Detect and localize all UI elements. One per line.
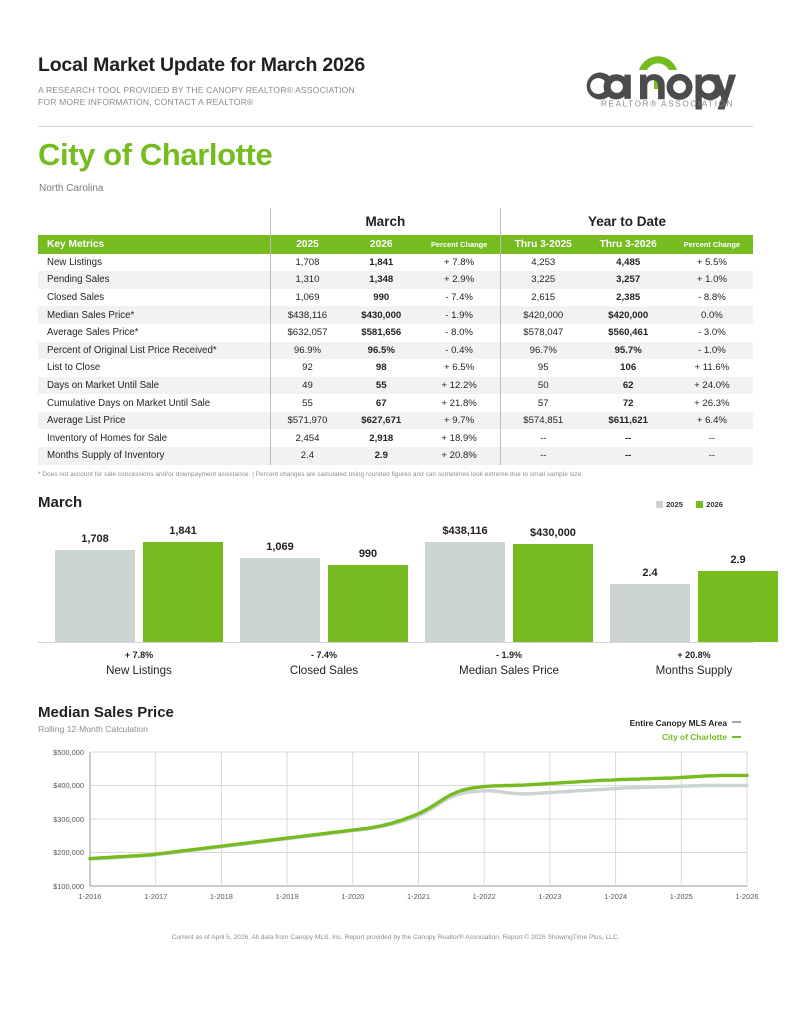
bar-percent-change: + 20.8% [677, 649, 711, 660]
metric-y25: 3,225 [531, 274, 556, 286]
metric-y25: 57 [537, 397, 549, 409]
bar-fill [328, 565, 408, 642]
metric-y25: 50 [537, 380, 549, 391]
table-row [38, 412, 753, 430]
table-column-header-row [38, 235, 753, 254]
metric-ypc: - 1.0% [698, 344, 726, 356]
metric-m26: 96.5% [367, 344, 395, 356]
metric-name: Inventory of Homes for Sale [47, 432, 168, 444]
metric-mpc: + 12.2% [418, 377, 500, 395]
metric-name: Closed Sales [47, 292, 105, 304]
bar-percent-change: + 7.8% [124, 649, 154, 660]
metric-y26: 95.7% [614, 344, 642, 356]
table-row [38, 394, 753, 412]
metric-y26: 62 [622, 380, 634, 391]
metric-m26: 2,918 [369, 432, 394, 444]
bar-group [55, 524, 223, 642]
metric-ypc: + 6.4% [696, 415, 727, 427]
bar-2026 [328, 547, 408, 642]
bar-value-label: 990 [358, 547, 378, 560]
metric-name: Months Supply of Inventory [47, 450, 165, 462]
bar-2026 [698, 553, 778, 642]
metric-y26: 106 [620, 362, 637, 374]
metric-y25: 96.7% [529, 344, 557, 356]
header-divider [38, 126, 753, 127]
x-axis-tick-label: 1-2026 [735, 891, 759, 901]
bar-percent-change: - 7.4% [310, 649, 337, 660]
table-row [38, 429, 753, 447]
metric-m25: $632,057 [270, 324, 344, 342]
legend-item-2026 [696, 500, 723, 509]
group-header-ytd: Year to Date [500, 208, 753, 235]
col-header-thru-2026: Thru 3-2026 [586, 235, 671, 254]
x-axis-tick-label: 1-2019 [275, 891, 299, 901]
header-subtitle-line1: A RESEARCH TOOL PROVIDED BY THE CANOPY REALTOR® ASSOCIATION [38, 85, 355, 95]
x-axis-tick-label: 1-2022 [472, 891, 496, 901]
bar-fill [240, 558, 320, 642]
canopy-logo [581, 48, 753, 110]
report-footer: Current as of April 5, 2026. All data from Canopy MLS, Inc. Report provided by the Canopy Realtor® Association. Report © 2026 ShowingTime Plus, LLC. [171, 933, 620, 941]
col-header-percent-change-ytd: Percent Change [671, 235, 753, 254]
bar-2025 [425, 524, 505, 642]
x-axis-tick-label: 1-2021 [406, 891, 430, 901]
metric-m25: $571,970 [270, 412, 344, 430]
metric-name: Median Sales Price* [47, 309, 135, 321]
key-metrics-table [38, 208, 753, 465]
x-axis-tick-label: 1-2023 [538, 891, 562, 901]
metric-y25: $578,047 [523, 327, 564, 339]
metric-ypc: -- [708, 432, 716, 444]
bar-2025 [610, 566, 690, 642]
bar-category-label [610, 650, 778, 677]
bar-chart-legend [656, 500, 723, 509]
metric-m26: 98 [375, 362, 387, 374]
legend-label-2026: 2026 [706, 499, 723, 509]
metric-m25: 1,069 [270, 289, 344, 307]
bar-fill [513, 544, 593, 642]
metric-m25: 1,708 [270, 254, 344, 272]
bar-value-label: $430,000 [530, 526, 576, 539]
bar-category-label [55, 650, 223, 677]
area-name: City of Charlotte [38, 137, 273, 172]
line-chart-svg [38, 744, 753, 914]
bar-group [425, 524, 593, 642]
table-group-header-row [38, 208, 753, 235]
metric-name: Percent of Original List Price Received* [47, 344, 217, 356]
col-header-percent-change-march: Percent Change [418, 235, 500, 254]
table-row [38, 289, 753, 307]
metric-mpc: + 20.8% [418, 447, 500, 465]
area-state: North Carolina [39, 182, 104, 194]
metric-m25: 55 [270, 394, 344, 412]
metric-ypc: + 5.5% [696, 256, 727, 268]
metric-ypc: + 26.3% [694, 397, 730, 409]
bar-fill [698, 571, 778, 642]
metric-m25: 2.4 [270, 447, 344, 465]
group-header-blank [38, 208, 270, 235]
bar-value-label: $438,116 [442, 524, 488, 537]
legend-swatch-2025 [656, 501, 663, 508]
metric-ypc: + 1.0% [696, 274, 727, 286]
y-axis-tick-label: $400,000 [53, 781, 84, 791]
bar-2026 [513, 526, 593, 642]
metric-y26: $611,621 [608, 415, 648, 427]
bar-category-label [240, 650, 408, 677]
y-axis-tick-label: $300,000 [53, 814, 84, 824]
metric-name: New Listings [47, 256, 102, 268]
metric-mpc: + 18.9% [418, 429, 500, 447]
group-header-march: March [270, 208, 500, 235]
col-header-2026: 2026 [344, 235, 418, 254]
x-axis-tick-label: 1-2017 [144, 891, 168, 901]
metric-mpc: + 7.8% [418, 254, 500, 272]
metric-m26: $581,656 [361, 327, 402, 339]
metric-m25: 92 [270, 359, 344, 377]
metric-m25: 49 [270, 377, 344, 395]
metric-mpc: + 21.8% [418, 394, 500, 412]
bar-fill [143, 542, 223, 642]
header-subtitle-line2: FOR MORE INFORMATION, CONTACT A REALTOR® [38, 97, 254, 108]
metric-mpc: - 0.4% [418, 342, 500, 360]
metric-ypc: 0.0% [700, 309, 723, 321]
x-axis-tick-label: 1-2020 [341, 891, 365, 901]
legend-label-mls-area: Entire Canopy MLS Area [629, 717, 727, 728]
metric-m26: 67 [375, 397, 387, 409]
legend-item-mls-area [630, 716, 741, 731]
logo-tagline-text: REALTOR® ASSOCIATION [601, 99, 735, 109]
line-chart-plot [38, 744, 759, 914]
y-axis-tick-label: $500,000 [53, 747, 84, 757]
metric-mpc: + 9.7% [418, 412, 500, 430]
march-bar-chart-section [38, 494, 753, 690]
metric-m26: 1,348 [369, 274, 394, 286]
metric-m26: 1,841 [369, 256, 394, 268]
bar-2026 [143, 524, 223, 642]
legend-item-2025 [656, 500, 683, 509]
metric-name: Pending Sales [47, 274, 110, 286]
header-text-block [38, 48, 365, 109]
metric-mpc: - 8.0% [418, 324, 500, 342]
metric-mpc: - 1.9% [418, 306, 500, 324]
table-row [38, 324, 753, 342]
legend-label-2025: 2025 [666, 499, 683, 509]
metric-y25: -- [540, 450, 547, 462]
metric-y25: $420,000 [523, 309, 564, 321]
metric-ypc: + 11.6% [694, 362, 730, 374]
metric-name: List to Close [47, 362, 101, 374]
metric-mpc: + 6.5% [418, 359, 500, 377]
bar-value-label: 1,841 [169, 524, 197, 537]
metric-m25: 2,454 [270, 429, 344, 447]
col-header-key-metrics: Key Metrics [38, 235, 270, 254]
table-row [38, 377, 753, 395]
metric-y25: 2,615 [531, 292, 556, 304]
metric-ypc: - 8.8% [698, 292, 726, 304]
bar-chart-plot [38, 524, 753, 643]
bar-category-label [425, 650, 593, 677]
report-header [38, 0, 753, 110]
metric-y26: 72 [622, 397, 634, 409]
metric-y25: -- [540, 432, 547, 444]
bar-fill [610, 584, 690, 642]
bar-2025 [240, 540, 320, 642]
table-row [38, 254, 753, 272]
metric-mpc: - 7.4% [418, 289, 500, 307]
bar-value-label: 2.9 [730, 553, 746, 566]
metric-m25: $438,116 [270, 306, 344, 324]
table-row [38, 359, 753, 377]
metric-name: Average List Price [47, 415, 126, 427]
legend-dash-mls-area [732, 721, 741, 723]
metric-name: Days on Market Until Sale [47, 380, 159, 391]
bar-value-label: 1,069 [266, 540, 294, 553]
median-price-line-chart-section [38, 703, 759, 914]
table-row [38, 271, 753, 289]
legend-dash-city [732, 736, 741, 738]
bar-fill [425, 542, 505, 642]
legend-label-city: City of Charlotte [661, 732, 727, 743]
table-row [38, 306, 753, 324]
page-title: Local Market Update for March 2026 [38, 54, 365, 76]
x-axis-tick-label: 1-2016 [78, 891, 102, 901]
metric-m26: 990 [373, 292, 390, 304]
metric-y26: 4,485 [616, 256, 641, 268]
metric-m26: 2.9 [374, 450, 388, 462]
bar-category-name: Median Sales Price [459, 663, 559, 677]
bar-group [610, 534, 778, 642]
metric-mpc: + 2.9% [418, 271, 500, 289]
bar-category-name: New Listings [106, 663, 172, 677]
metric-y26: $420,000 [608, 309, 649, 321]
x-axis-tick-label: 1-2018 [209, 891, 233, 901]
metric-y26: -- [624, 432, 632, 444]
metric-ypc: -- [708, 450, 716, 462]
bar-fill [55, 550, 135, 642]
key-metrics-table-body [38, 254, 753, 465]
metric-name: Cumulative Days on Market Until Sale [47, 397, 211, 409]
canopy-logo-icon [581, 48, 753, 110]
bar-2025 [55, 532, 135, 642]
metric-m26: $627,671 [361, 415, 402, 427]
bar-value-label: 2.4 [642, 566, 658, 579]
line-chart-subtitle: Rolling 12-Month Calculation [38, 723, 148, 734]
metric-ypc: - 3.0% [698, 327, 726, 339]
bar-group [240, 534, 408, 642]
bar-category-name: Months Supply [655, 663, 733, 677]
table-row [38, 447, 753, 465]
x-axis-tick-label: 1-2024 [604, 891, 628, 901]
y-axis-tick-label: $100,000 [53, 881, 84, 891]
metric-y25: 4,253 [531, 256, 556, 268]
table-row [38, 342, 753, 360]
metric-y26: -- [624, 450, 632, 462]
legend-swatch-2026 [696, 501, 703, 508]
bar-percent-change: - 1.9% [495, 649, 522, 660]
metric-m26: $430,000 [361, 309, 402, 321]
bar-chart-title: March [38, 493, 83, 511]
bar-value-label: 1,708 [81, 532, 109, 545]
col-header-2025: 2025 [270, 235, 344, 254]
line-chart-title: Median Sales Price [38, 703, 174, 721]
metric-name: Average Sales Price* [47, 327, 139, 339]
bar-category-name: Closed Sales [289, 663, 359, 677]
x-axis-tick-label: 1-2025 [669, 891, 693, 901]
metric-m25: 96.9% [270, 342, 344, 360]
y-axis-tick-label: $200,000 [53, 848, 84, 858]
key-metrics-table-wrap [38, 208, 753, 478]
metric-ypc: + 24.0% [694, 380, 730, 391]
bar-chart-x-labels [38, 650, 753, 690]
metric-y26: 2,385 [616, 292, 641, 304]
metric-m25: 1,310 [270, 271, 344, 289]
metric-m26: 55 [375, 380, 387, 391]
table-footnote: * Does not account for sale concessions and/or downpayment assistance. | Percent changes are calculated using rounded figures and can sometimes look extreme due to small sample size. [38, 470, 584, 478]
header-subtitle [38, 84, 365, 109]
metric-y25: $574,851 [523, 415, 564, 427]
metric-y26: 3,257 [616, 274, 641, 286]
metric-y25: 95 [537, 362, 549, 374]
col-header-thru-2025: Thru 3-2025 [500, 235, 585, 254]
line-chart-legend [630, 716, 741, 745]
metric-y26: $560,461 [608, 327, 649, 339]
